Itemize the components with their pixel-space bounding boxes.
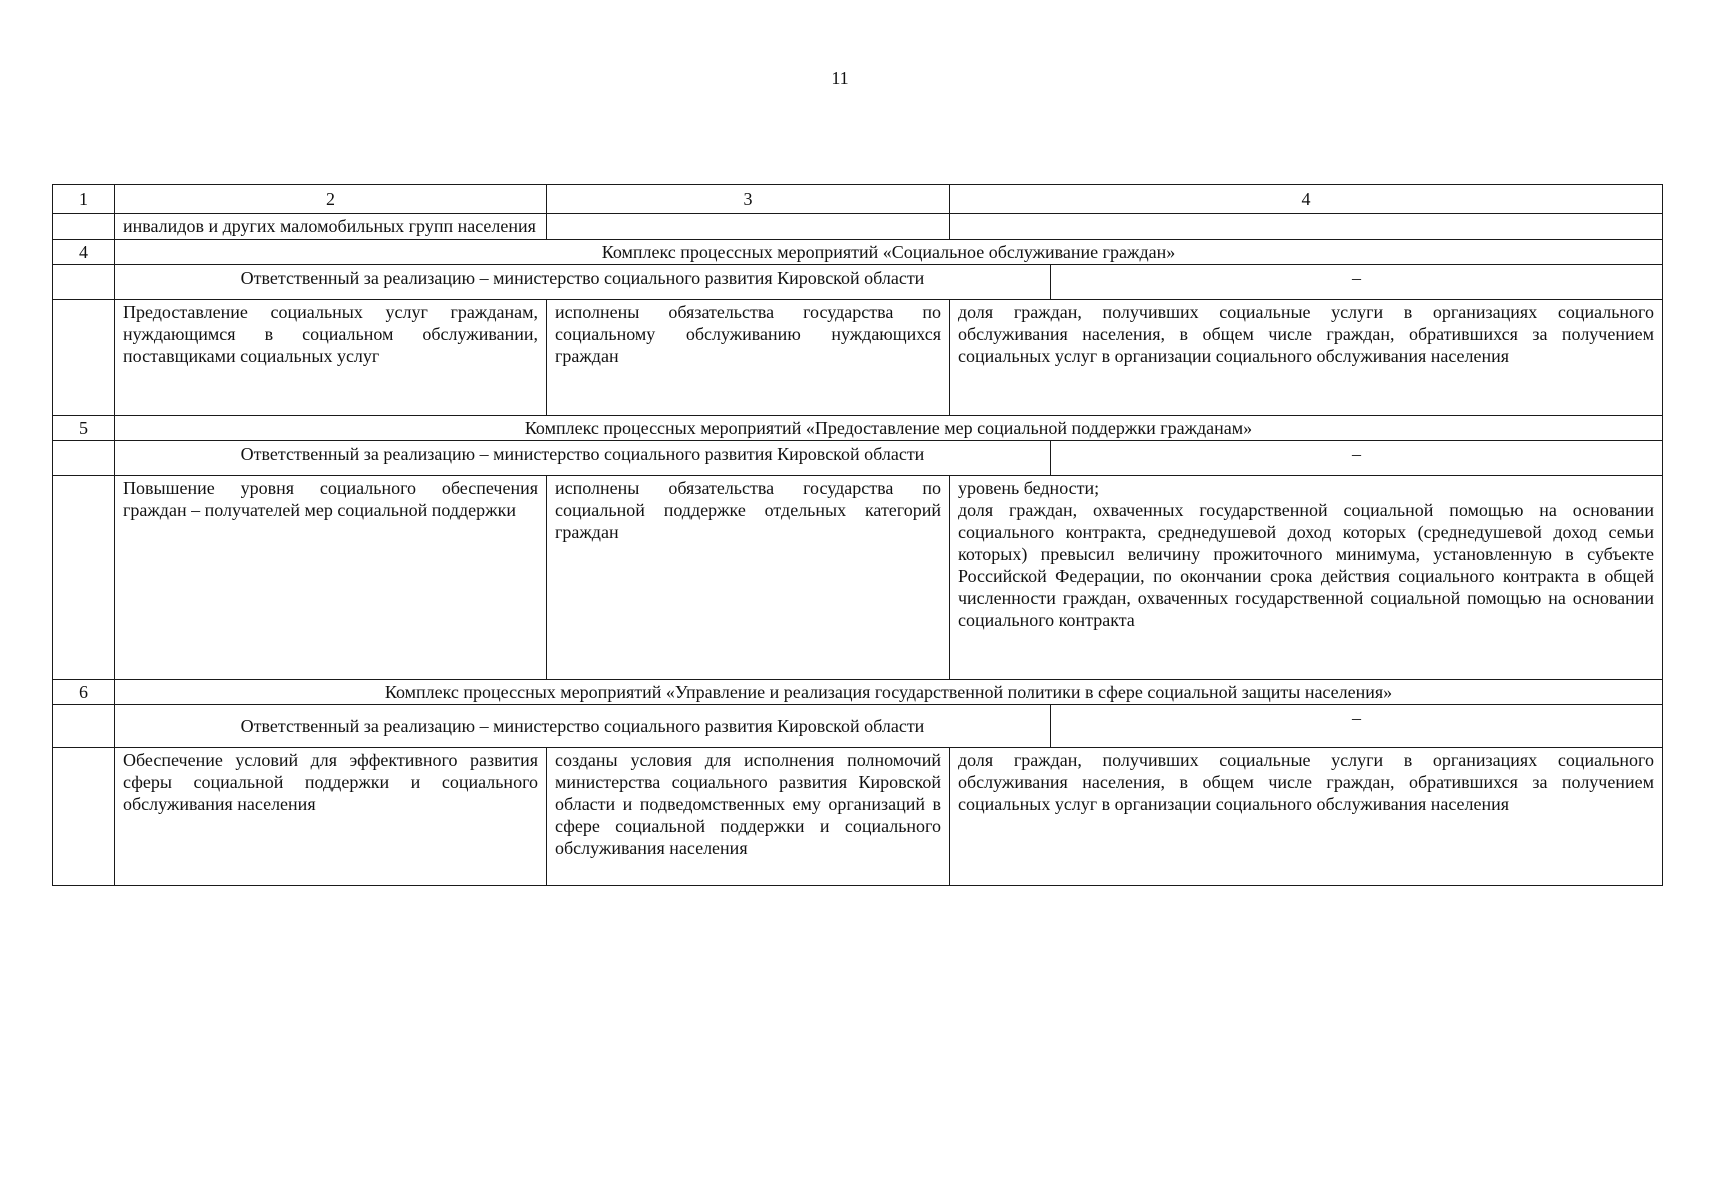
header-col-3: 3 xyxy=(547,185,950,214)
responsible-num-cell xyxy=(53,265,115,300)
indicator-cell xyxy=(950,476,1663,680)
responsible-other: – xyxy=(1051,265,1663,300)
effect-text: созданы условия для исполнения полномочий министерства социального развития Кировской области и подведомственных ему организаций в сфере социальной поддержки и социального обслуживания населения xyxy=(547,748,950,886)
section-title-row xyxy=(53,680,1663,705)
indicator-text: доля граждан, получивших социальные услуги в организациях социального обслуживания населения, в общем числе граждан, обратившихся за получением социальных услуг в организации социального обслуживания населения xyxy=(958,302,1654,366)
header-col-1: 1 xyxy=(53,185,115,214)
section-number: 5 xyxy=(53,416,115,441)
indicator-cell xyxy=(950,748,1663,886)
responsible-text: Ответственный за реализацию – министерство социального развития Кировской области xyxy=(115,265,1051,300)
indicator-text: уровень бедности; xyxy=(958,478,1100,498)
task-num-cell xyxy=(53,476,115,680)
section-title: Комплекс процессных мероприятий «Предоставление мер социальной поддержки гражданам» xyxy=(115,416,1663,441)
task-row xyxy=(53,748,1663,886)
section-title-row xyxy=(53,240,1663,265)
program-structure-table xyxy=(52,184,1663,886)
indicator-cell xyxy=(950,300,1663,416)
responsible-row xyxy=(53,705,1663,748)
continuation-task-cell: инвалидов и других маломобильных групп населения xyxy=(115,214,547,240)
responsible-num-cell xyxy=(53,705,115,748)
responsible-num-cell xyxy=(53,441,115,476)
responsible-other: – xyxy=(1051,705,1663,748)
responsible-text: Ответственный за реализацию – министерство социального развития Кировской области xyxy=(115,441,1051,476)
section-title: Комплекс процессных мероприятий «Социальное обслуживание граждан» xyxy=(115,240,1663,265)
responsible-row xyxy=(53,441,1663,476)
task-num-cell xyxy=(53,748,115,886)
section-title-row xyxy=(53,416,1663,441)
task-num-cell xyxy=(53,300,115,416)
continuation-indicator-cell xyxy=(950,214,1663,240)
section-title: Комплекс процессных мероприятий «Управление и реализация государственной политики в сфере социальной защиты населения» xyxy=(115,680,1663,705)
header-col-2: 2 xyxy=(115,185,547,214)
task-text: Предоставление социальных услуг гражданам, нуждающимся в социальном обслуживании, поставщиками социальных услуг xyxy=(115,300,547,416)
indicator-text: доля граждан, охваченных государственной социальной помощью на основании социального контракта, среднедушевой доход которых (среднедушевой доход семьи которых) превысил величину прожиточного минимума, установленную в субъекте Российской Федерации, по окончании срока действия социального контракта в общей численности граждан, охваченных государственной социальной помощью на основании социального контракта xyxy=(958,500,1654,630)
responsible-other: – xyxy=(1051,441,1663,476)
task-row xyxy=(53,476,1663,680)
continuation-row xyxy=(53,214,1663,240)
task-text: Повышение уровня социального обеспечения граждан – получателей мер социальной поддержки xyxy=(115,476,547,680)
responsible-text: Ответственный за реализацию – министерство социального развития Кировской области xyxy=(115,705,1051,748)
section-number: 4 xyxy=(53,240,115,265)
page-number: 11 xyxy=(831,68,849,88)
effect-text: исполнены обязательства государства по социальному обслуживанию нуждающихся граждан xyxy=(547,300,950,416)
table-header-row xyxy=(53,185,1663,214)
section-number: 6 xyxy=(53,680,115,705)
continuation-effect-cell xyxy=(547,214,950,240)
task-text: Обеспечение условий для эффективного развития сферы социальной поддержки и социального обслуживания населения xyxy=(115,748,547,886)
header-col-4: 4 xyxy=(950,185,1663,214)
responsible-row xyxy=(53,265,1663,300)
indicator-text: доля граждан, получивших социальные услуги в организациях социального обслуживания населения, в общем числе граждан, обратившихся за получением социальных услуг в организации социального обслуживания населения xyxy=(958,750,1654,814)
effect-text: исполнены обязательства государства по социальной поддержке отдельных категорий граждан xyxy=(547,476,950,680)
task-row xyxy=(53,300,1663,416)
continuation-num-cell xyxy=(53,214,115,240)
